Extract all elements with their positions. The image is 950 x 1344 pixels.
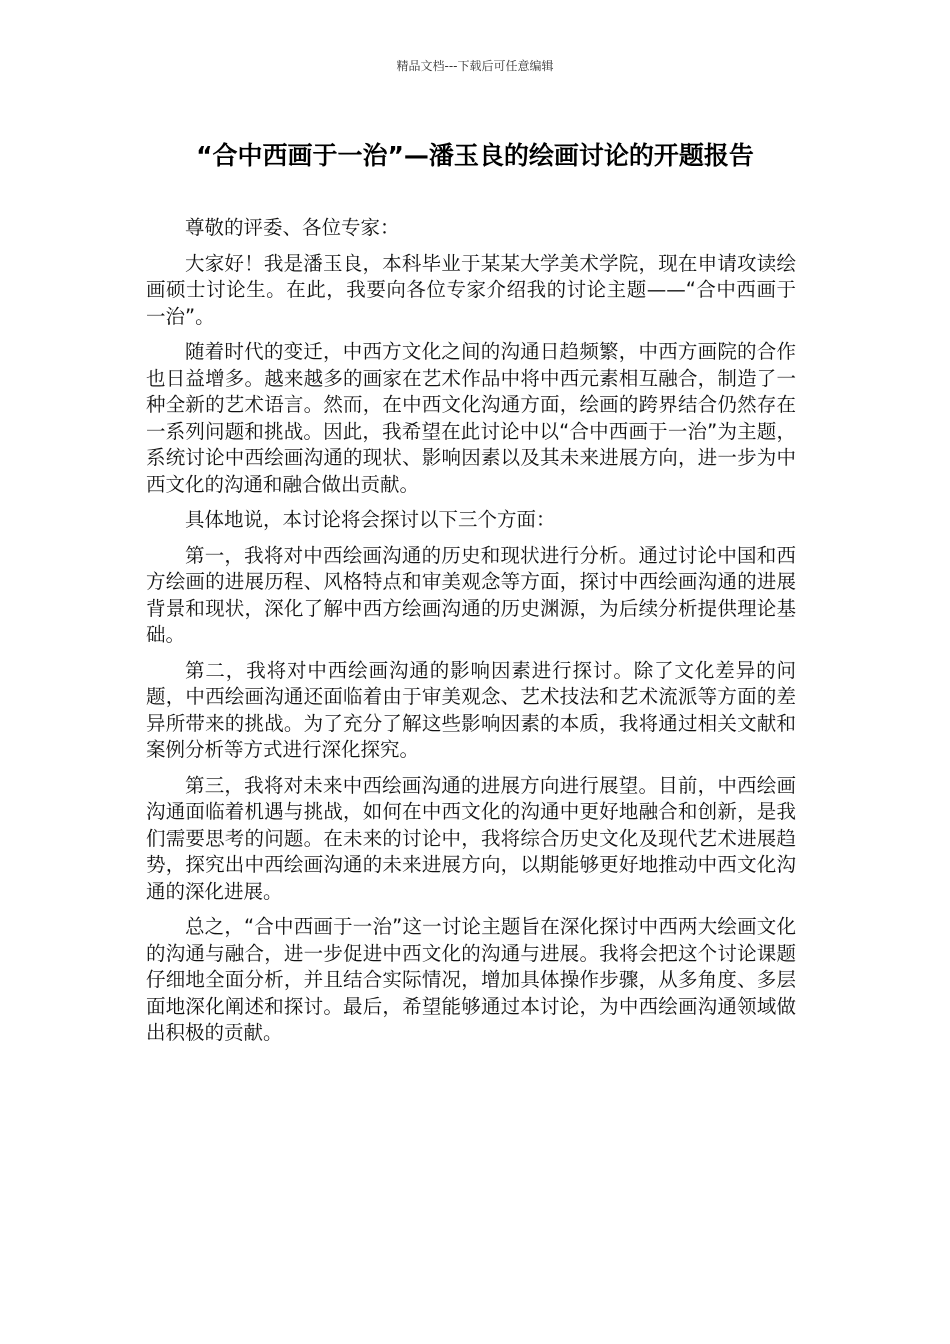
background-paragraph: 随着时代的变迁，中西方文化之间的沟通日趋频繁，中西方画院的合作也日益增多。越来越多的画家在艺术作品中将中西元素相互融合，制造了一种全新的艺术语言。然而，在中西文化沟通方面，绘画的跨界结合仍然存在一系列问题和挑战。因此，我希望在此讨论中以“合中西画于一治”为主题，系统讨论中西绘画沟通的现状、影响因素以及其未来进展方向，进一步为中西文化的沟通和融合做出贡献。 bbox=[146, 340, 796, 496]
salutation-paragraph: 尊敬的评委、各位专家： bbox=[185, 216, 400, 239]
second-point-paragraph: 第二，我将对中西绘画沟通的影响因素进行探讨。除了文化差异的问题，中西绘画沟通还面临着由于审美观念、艺术技法和艺术流派等方面的差异所带来的挑战。为了充分了解这些影响因素的本质，我将通过相关文献和案例分析等方式进行深化探究。 bbox=[146, 658, 796, 761]
document-body bbox=[146, 215, 796, 1056]
document-title: “合中西画于一治”—潘玉良的绘画讨论的开题报告 bbox=[196, 141, 754, 170]
intro-paragraph: 大家好！我是潘玉良，本科毕业于某某大学美术学院，现在申请攻读绘画硕士讨论生。在此，我要向各位专家介绍我的讨论主题——“合中西画于一治”。 bbox=[146, 251, 796, 328]
header-note: 精品文档---下载后可任意编辑 bbox=[396, 59, 554, 73]
scope-paragraph: 具体地说，本讨论将会探讨以下三个方面： bbox=[185, 508, 556, 531]
third-point-paragraph: 第三，我将对未来中西绘画沟通的进展方向进行展望。目前，中西绘画沟通面临着机遇与挑战，如何在中西文化的沟通中更好地融合和创新，是我们需要思考的问题。在未来的讨论中，我将综合历史文化及现代艺术进展趋势，探究出中西绘画沟通的未来进展方向，以期能够更好地推动中西文化沟通的深化进展。 bbox=[146, 773, 796, 903]
conclusion-paragraph: 总之，“合中西画于一治”这一讨论主题旨在深化探讨中西两大绘画文化的沟通与融合，进一步促进中西文化的沟通与进展。我将会把这个讨论课题仔细地全面分析，并且结合实际情况，增加具体操作步骤，从多角度、多层面地深化阐述和探讨。最后，希望能够通过本讨论，为中西绘画沟通领域做出积极的贡献。 bbox=[146, 915, 796, 1044]
first-point-paragraph: 第一，我将对中西绘画沟通的历史和现状进行分析。通过讨论中国和西方绘画的进展历程、风格特点和审美观念等方面，探讨中西绘画沟通的进展背景和现状，深化了解中西方绘画沟通的历史渊源，为后续分析提供理论基础。 bbox=[146, 543, 796, 646]
